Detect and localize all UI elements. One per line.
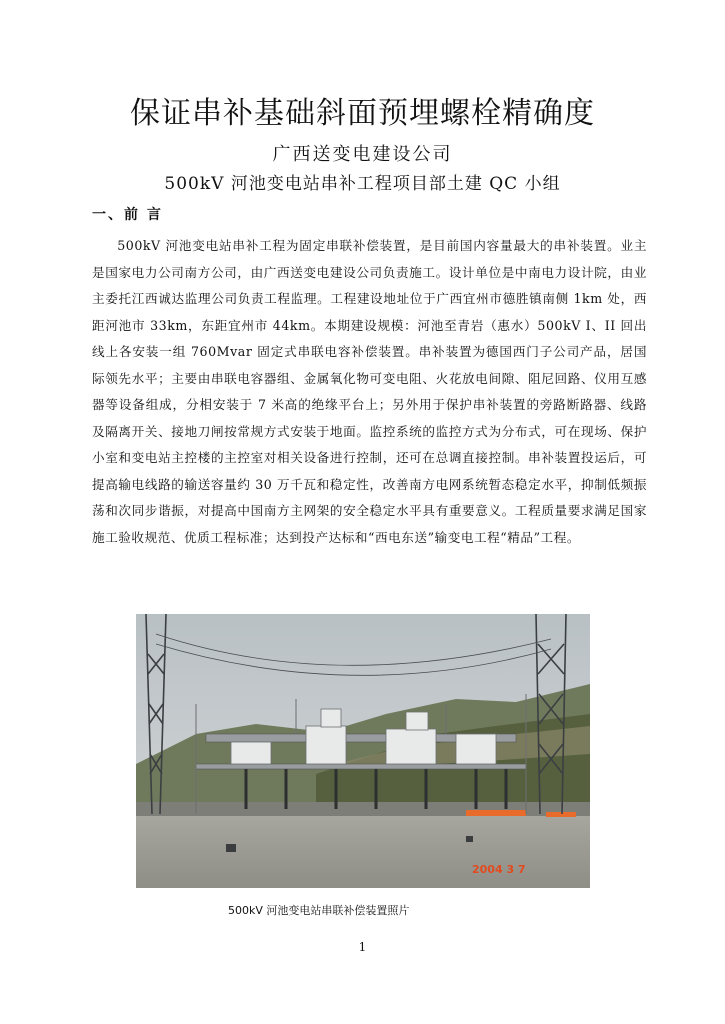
company-name: 广西送变电建设公司	[272, 144, 453, 165]
document-title: 保证串补基础斜面预埋螺栓精确度	[130, 96, 595, 131]
photo-caption: 500kV 河池变电站串联补偿装置照片	[228, 904, 410, 917]
photo-date-stamp: 2004 3 7	[472, 863, 526, 876]
substation-photo	[136, 614, 590, 888]
section-heading: 一、前 言	[92, 207, 163, 223]
page-number: 1	[358, 940, 367, 954]
intro-paragraph: 500kV 河池变电站串补工程为固定串联补偿装置，是目前国内容量最大的串补装置。业主是国家电力公司南方公司，由广西送变电建设公司负责施工。设计单位是中南电力设计院，由业主委托江西诚达监理公司负责工程监理。工程建设地址位于广西宜州市德胜镇南侧 1km 处，西距河池市 33km，东距宜州市 44km。本期建设规模：河池至青岩（惠水）500kV I、II 回出线上各安装一组 760Mvar 固定式串联电容补偿装置。串补装置为德国西门子公司产品，居国际领先水平；主要由串联电容器组、金属氧化物可变电阻、火花放电间隙、阻尼回路、仪用互感器等设备组成，分相安装于 7 米高的绝缘平台上；另外用于保护串补装置的旁路断路器、线路及隔离开关、接地刀闸按常规方式安装于地面。监控系统的监控方式为分布式，可在现场、保护小室和变电站主控楼的主控室对相关设备进行控制，还可在总调直接控制。串补装置投运后，可提高输电线路的输送容量约 30 万千瓦和稳定性，改善南方电网系统暂态稳定水平，抑制低频振荡和次同步谐振，对提高中国南方主网架的安全稳定水平具有重要意义。工程质量要求满足国家施工验收规范、优质工程标准；达到投产达标和“西电东送”输变电工程“精品”工程。	[92, 238, 647, 545]
team-name: 500kV 河池变电站串补工程项目部土建 QC 小组	[164, 174, 561, 194]
